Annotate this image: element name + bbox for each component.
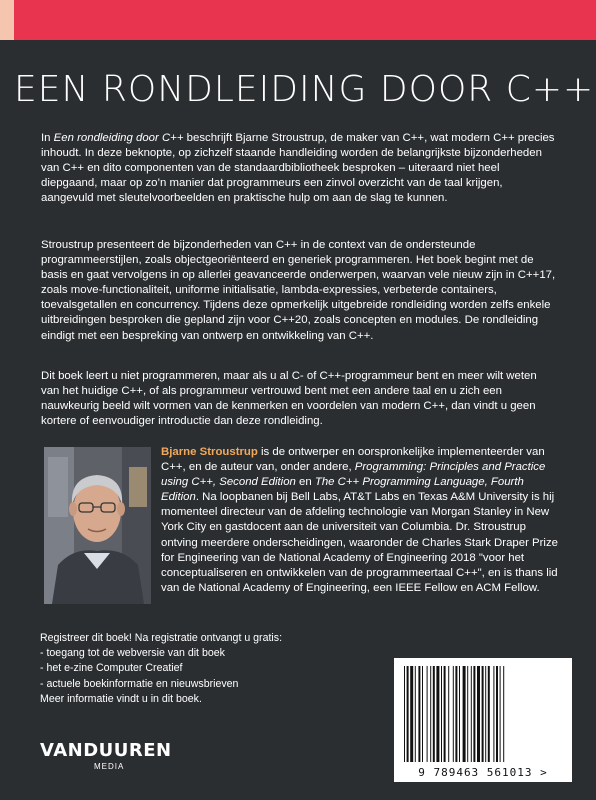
author-book-2: The C++ Programming Language, Fourth Edition [161,476,524,504]
author-photo [44,447,151,604]
registration-line: Registreer dit boek! Na registratie ontvangt u gratis: [40,632,283,644]
author-portrait-image [44,447,151,604]
blurb-paragraph-1 [41,131,556,206]
isbn-number: 9 789463 561013 > [418,766,548,779]
author-book-1: Programming: Principles and Practice using C++, Second Edition [161,461,546,489]
isbn-barcode [394,658,572,782]
blurb-p1-book-title: Een rondleiding door C++ [53,132,184,144]
registration-line: - toegang tot de webversie van dit boek [40,647,225,660]
barcode-bars [404,666,562,762]
book-title: EEN RONDLEIDING DOOR C++ [14,69,595,110]
registration-info [40,631,282,707]
blurb-paragraph-2: Stroustrup presenteert de bijzonderheden van C++ in de context van de ondersteunde programmeerstijlen, zoals objectgeoriënteerd en generiek programmeren. Het boek begint met de basis en gaat vervolgens in op allerlei geavanceerde onderwerpen, waarvan vele nieuw zijn in C++17, zoals move-functionaliteit, uniforme initialisatie, lambda-expressies, verbeterde containers, toevalsgetallen en concurrency. Tijdens deze opmerkelijk uitgebreide rondleiding worden zelfs enkele uitbreidingen besproken die gepland zijn voor C++20, zoals concepten en modules. De rondleiding eindigt met een bespreking van ontwerp en ontwikkeling van C++. [41,239,556,342]
author-bio-text-2: en [295,476,315,489]
registration-line: - het e-zine Computer Creatief [40,662,183,675]
top-color-band [0,0,596,40]
publisher-name: VANDUUREN [40,740,172,761]
author-bio-text-3: . Na loopbanen bij Bell Labs, AT&T Labs en Texas A&M University is hij momenteel directeur van de afdeling technologie van Morgan Stanley in New York City en gastdocent aan de universiteit van Columbia. Dr. Stroustrup ontving meerdere onderscheidingen, waaronder de Charles Stark Draper Prize for Engineering van de National Academy of Engineering 2018 "voor het conceptualiseren en ontwikkelen van de programmeertaal C++", en is thans lid van de National Academy of Engineering, een IEEE Fellow en ACM Fellow. [161,491,558,594]
blurb-paragraph-3: Dit boek leert u niet programmeren, maar als u al C- of C++-programmeur bent en meer wilt weten van het huidige C++, of als programmeur vertrouwd bent met een andere taal en u zich een nauwkeurig beeld wilt vormen van de kenmerken en voordelen van modern C++, dan vindt u geen kortere of eenvoudiger introductie dan deze rondleiding. [41,370,537,428]
blurb-p1-text: beschrijft Bjarne Stroustrup, de maker van C++, wat modern C++ precies inhoudt. In deze beknopte, op zichzelf staande handleiding worden de belangrijkste bijzonderheden van C++ en dito componenten van de standaardbibliotheek besproken – uiteraard niet heel diepgaand, maar op zo’n manier dat programmeurs een zinvol overzicht van de taal krijgen, aangevuld met sleutelvoorbeelden en praktische hulp om aan de slag te kunnen. [41,132,555,205]
top-band-accent [0,0,14,40]
blurb-p1-lead: In [41,132,54,144]
publisher-logo [40,742,172,771]
publisher-sub: MEDIA [94,762,125,771]
author-name: Bjarne Stroustrup [161,446,258,458]
registration-line: Meer informatie vindt u in dit boek. [40,692,202,705]
author-bio [161,445,561,596]
author-bio-text-1: is de ontwerper en oorspronkelijke implementeerder van C++, en de auteur van, onder andere, [161,446,545,474]
registration-line: - actuele boekinformatie en nieuwsbrieven [40,677,239,690]
